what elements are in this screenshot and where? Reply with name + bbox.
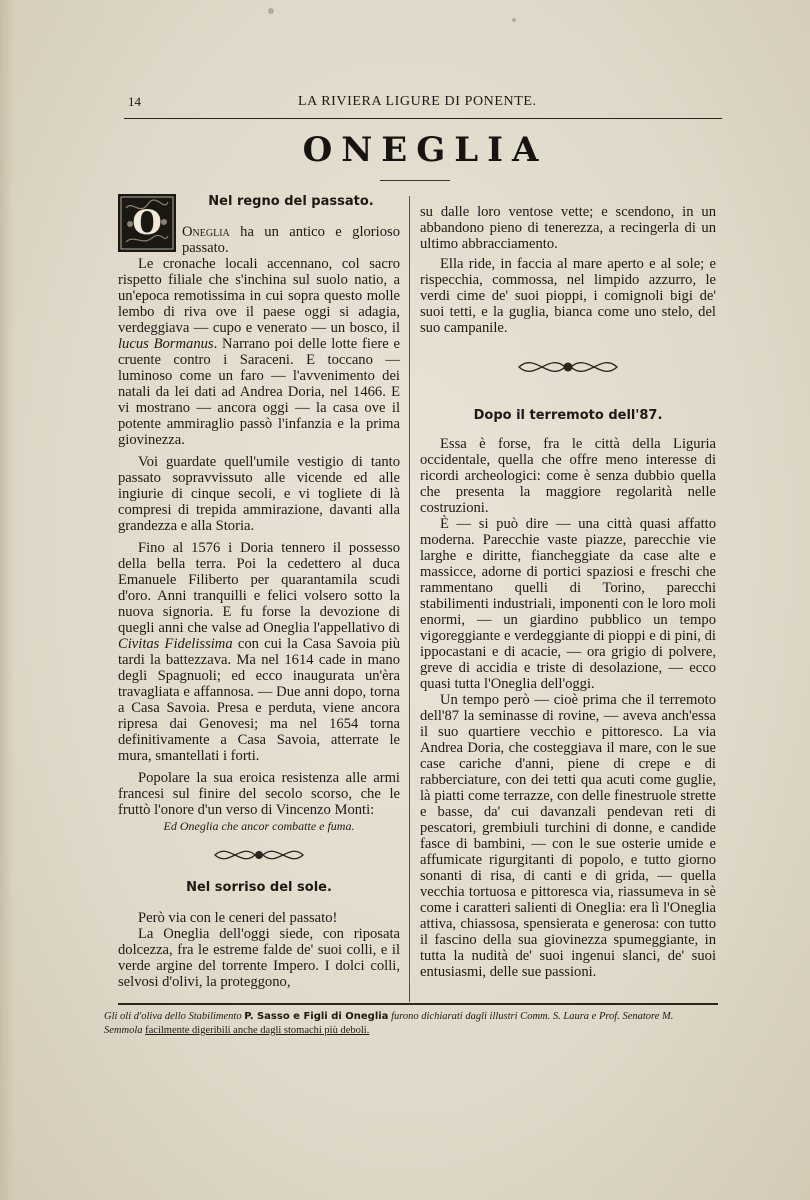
ornament-divider (211, 840, 307, 870)
paragraph-resistance: Popolare la sua eroica resistenza alle armi francesi sul finire del secolo scorso, che le fruttò l'onore d'un verso di Vincenzo Monti: (118, 770, 400, 818)
article-title: ONEGLIA (302, 130, 548, 170)
paragraph-text: con cui la Casa Savoia più tardi la battezzava. Ma nel 1614 cade in mano degli Spagnuoli; ed ecco inaugurata un'èra travagliata e affannosa. — Due anni dopo, torna a Casa Savoia. Presa e perduta, viene ancora ripresa dai Genovesi; ma nel 1654 torna definitivamente a Casa Savoia, atterrate le mura, smantellati i forti. (118, 636, 400, 764)
footer-underlined-claim: facilmente digeribili anche dagli stomachi più deboli. (145, 1025, 370, 1036)
footer-text: furono dichiarati dagli illustri Comm. S. Laura e Prof. Senatore M. Semmola (104, 1011, 674, 1036)
paragraph-today: La Oneglia dell'oggi siede, con riposata dolcezza, fra le estreme falde de' suoi colli, e il verde argine del torrente Impero. I dolci colli, selvosi d'olivi, la proteggono, (118, 926, 400, 990)
paragraph-liguria: Essa è forse, fra le città della Liguria occidentale, quella che offre meno interesse di ricordi archeologici: come è senza dubbio quella che presenta la maggiore regolarità nelle costruzioni. (420, 436, 716, 516)
footer-rule (118, 1003, 718, 1005)
paragraph-ashes: Però via con le ceneri del passato! (138, 910, 338, 926)
ink-spot (268, 8, 274, 14)
verse-quote: Ed Oneglia che ancor combatte e fuma. (163, 819, 355, 833)
header-rule (124, 118, 722, 119)
latin-phrase: lucus Bormanus (118, 336, 214, 352)
column-divider (409, 196, 410, 1002)
section-heading-sun: Nel sorriso del sole. (186, 880, 332, 895)
paragraph-text: Le cronache locali accennano, col sacro rispetto filiale che s'inchina sul suolo natio, a un'epoca remotissima in cui sopra questo molle lembo di riva ove il paese oggi si adagia, verdeggiava — cupo e venerato — un bosco, il (118, 256, 400, 336)
paragraph-old-quarter: Un tempo però — cioè prima che il terremoto dell'87 la seminasse di rovine, — aveva anch'essa il suo quartiere vecchio e pittoresco. La via Andrea Doria, che costeggiava il mare, con le sue case cariche d'anni, piene di crepe e di rabberciature, con dei tetti qua acuti come guglie, là piatti come terrazze, con delle finestruole strette e basse, da' cui davanzali pendevan reti di pescatori, grembiuli turchini di donne, e candide fasce di bambini, — con le sue osterie umide e affumicate rigurgitanti di popolo, e tutto giorno sonanti di risa, di canti e di grida, — quella vecchia tortuosa e pittoresca via, riassumeva in sè come i caratteri salienti di Oneglia: era lì l'Oneglia attiva, chiassosa, spensierata e generosa: con tutto il fascino della sua giovinezza spumeggiante, in tutta la nudità de' suoi ingenui slanci, de' suoi entusiasmi, delle sue passioni. (420, 692, 716, 980)
ink-spot (512, 18, 516, 22)
section-heading-past: Nel regno del passato. (208, 194, 374, 209)
paragraph-vestige: Voi guardate quell'umile vestigio di tanto passato sopravvissuto alle vicende ed alle ingiurie di cinque secoli, e vi togliete di là compresi di trepida ammirazione, davanti alla grandezza e alla Storia. (118, 454, 400, 534)
paragraph-doria (118, 540, 400, 764)
footer-text: Gli oli d'oliva dello Stabilimento (104, 1011, 245, 1022)
paragraph-text: Fino al 1576 i Doria tennero il possesso della bella terra. Poi la cedettero al duca Emanuele Filiberto per quarantamila scudi d'oro. Anni tranquilli e felici volsero sotto la nuova signoria. E fu forse la devozione di quegli anni che valse ad Oneglia l'appellativo di (118, 540, 400, 636)
paragraph-modern-city: È — si può dire — una città quasi affatto moderna. Parecchie vaste piazze, parecchie vie larghe e diritte, fiancheggiate da case alte e massicce, adorne di portici spaziosi e freschi che rammentano quelli di Torino, parecchi stabilimenti industriali, imponenti con le loro moli enormi, — un giardino pubblico un tempo vigoreggiante e verdeggiante di pioppi e di pini, di ippocastani e di acacie, — ora grigio di polvere, greve di accidia e triste di desolazione, — ecco quasi tutta l'Oneglia dell'oggi. (420, 516, 716, 692)
title-rule (380, 180, 450, 181)
left-column (118, 192, 400, 990)
footer-advertisement (104, 1010, 708, 1038)
page-number: 14 (128, 94, 141, 109)
running-title: LA RIVIERA LIGURE DI PONENTE. (298, 94, 537, 109)
dropcap-letter: O (132, 203, 162, 243)
latin-phrase: Civitas Fidelissima (118, 636, 233, 652)
footer-company-name: P. Sasso e Figli di Oneglia (244, 1011, 389, 1022)
dropcap-ornament (118, 194, 176, 252)
paragraph-laughs: Ella ride, in faccia al mare aperto e al sole; e rispecchia, commossa, nel limpido azzurro, le verdi cime de' suoi pioppi, i comignoli bigi de' suoi tetti, e la guglia, bianca come uno stelo, del suo campanile. (420, 256, 716, 336)
paragraph-chronicles (118, 256, 400, 448)
page-edge-shadow (0, 0, 14, 1200)
intro-town-name: Oneglia (182, 224, 230, 240)
running-header (128, 94, 720, 114)
ornament-divider (513, 350, 623, 384)
paragraph-text: . Narrano poi delle lotte fiere e cruente contro i Saraceni. E toccano — luminoso come un faro — l'avvenimento dei natali da lei dati ad Andrea Doria, nel 1466. E vi mostrano — ancora oggi — la casa ove il potente ammiraglio passò l'infanzia e la prima giovinezza. (118, 336, 400, 448)
section-heading-earthquake: Dopo il terremoto dell'87. (473, 408, 663, 423)
paragraph-hills-cont: su dalle loro ventose vette; e scendono, in un abbandono pieno di tenerezza, a recingerla di un ultimo abbracciamento. (420, 204, 716, 252)
intro-text: ha un antico e glorioso passato. (182, 224, 400, 256)
right-column (420, 192, 716, 980)
